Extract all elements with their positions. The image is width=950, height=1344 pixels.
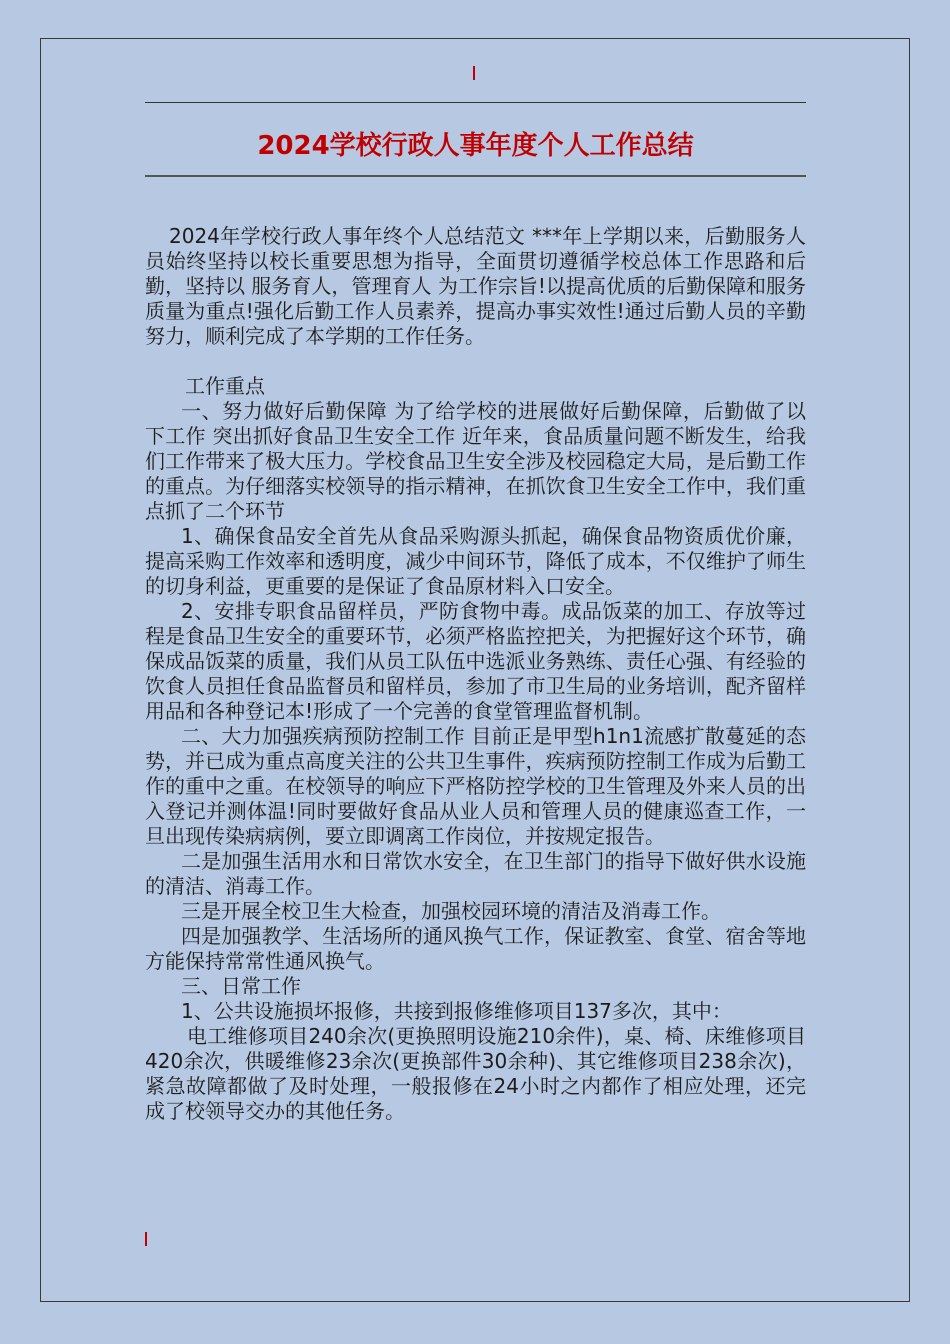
paragraph: 1、公共设施损坏报修，共接到报修维修项目137多次，其中： — [181, 999, 732, 1023]
footer-mark — [145, 1232, 147, 1246]
paragraph: 三是开展全校卫生大检查，加强校园环境的清洁及消毒工作。 — [181, 899, 721, 923]
paragraph: 一、努力做好后勤保障 为了给学校的进展做好后勤保障，后勤做了以下工作 突出抓好食品卫生安全工作 近年来，食品质量问题不断发生，给我们工作带来了极大压力。学校食品卫生安全涉及校园稳定大局，是后勤工作的重点。为仔细落实校领导的指示精神，在抓饮食卫生安全工作中，我们重点抓了二个环节 — [145, 399, 806, 523]
title-rule — [145, 175, 806, 177]
section-heading: 三、日常工作 — [181, 974, 301, 998]
paragraph: 四是加强教学、生活场所的通风换气工作，保证教室、食堂、宿舍等地方能保持常常性通风换气。 — [145, 924, 806, 973]
paragraph-intro: 2024年学校行政人事年终个人总结范文 ***年上学期以来，后勤服务人员始终坚持以校长重要思想为指导，全面贯切遵循学校总体工作思路和后勤，坚持以 服务育人，管理育人 为工作宗旨!以提高优质的后勤保障和服务质量为重点!强化后勤工作人员素养，提高办事实效性!通过后勤人员的辛勤努力，顺利完成了本学期的工作任务。 — [145, 224, 806, 348]
paragraph: 1、确保食品安全首先从食品采购源头抓起，确保食品物资质优价廉，提高采购工作效率和透明度，减少中间环节，降低了成本，不仅维护了师生的切身利益，更重要的是保证了食品原材料入口安全。 — [145, 524, 806, 598]
header-rule — [145, 102, 806, 103]
paragraph: 二、大力加强疾病预防控制工作 目前正是甲型h1n1流感扩散蔓延的态势，并已成为重点高度关注的公共卫生事件，疾病预防控制工作成为后勤工作的重中之重。在校领导的响应下严格防控学校的卫生管理及外来人员的出入登记并测体温!同时要做好食品从业人员和管理人员的健康巡查工作，一旦出现传染病病例，要立即调离工作岗位，并按规定报告。 — [145, 724, 806, 848]
paragraph: 2、安排专职食品留样员，严防食物中毒。成品饭菜的加工、存放等过程是食品卫生安全的重要环节，必须严格监控把关，为把握好这个环节，确保成品饭菜的质量，我们从员工队伍中选派业务熟练、责任心强、有经验的饮食人员担任食品监督员和留样员，参加了市卫生局的业务培训，配齐留样用品和各种登记本!形成了一个完善的食堂管理监督机制。 — [145, 599, 806, 723]
section-heading: 工作重点 — [185, 374, 265, 398]
document-title: 2024学校行政人事年度个人工作总结 — [257, 131, 694, 161]
document-body — [145, 224, 806, 1124]
header-mark — [473, 66, 475, 80]
paragraph: 二是加强生活用水和日常饮水安全，在卫生部门的指导下做好供水设施的清洁、消毒工作。 — [145, 849, 806, 898]
paragraph: 电工维修项目240余次(更换照明设施210余件)，桌、椅、床维修项目420余次，供暖维修23余次(更换部件30余种)、其它维修项目238余次)，紧急故障都做了及时处理，一般报修在24小时之内都作了相应处理，还完成了校领导交办的其他任务。 — [145, 1024, 806, 1123]
